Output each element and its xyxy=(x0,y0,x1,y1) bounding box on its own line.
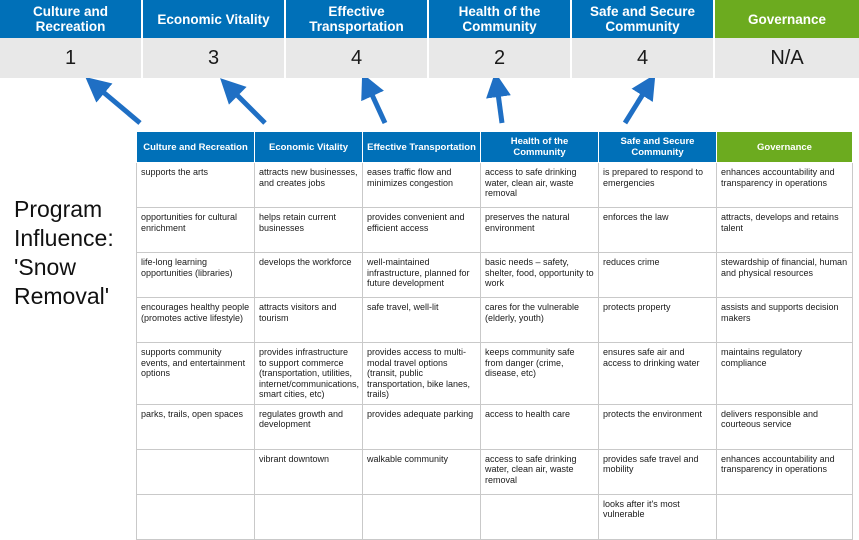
matrix-cell: reduces crime xyxy=(599,253,717,298)
table-row xyxy=(137,208,853,253)
matrix-cell: basic needs – safety, shelter, food, opportunity to work xyxy=(481,253,599,298)
matrix-cell: delivers responsible and courteous service xyxy=(717,404,853,449)
matrix-cell: enhances accountability and transparency in operations xyxy=(717,449,853,494)
matrix-cell: enhances accountability and transparency in operations xyxy=(717,163,853,208)
matrix-cell: ensures safe air and access to drinking water xyxy=(599,343,717,405)
matrix-cell: provides access to multi-modal travel options (transit, public transportation, bike lanes, trails) xyxy=(363,343,481,405)
matrix-cell: opportunities for cultural enrichment xyxy=(137,208,255,253)
matrix-cell: preserves the natural environment xyxy=(481,208,599,253)
matrix-header-row xyxy=(137,132,853,163)
matrix-body xyxy=(137,163,853,540)
matrix-cell xyxy=(363,494,481,539)
matrix-cell: develops the workforce xyxy=(255,253,363,298)
matrix-col-header-1: Economic Vitality xyxy=(255,132,363,163)
table-row xyxy=(137,298,853,343)
matrix-cell: regulates growth and development xyxy=(255,404,363,449)
pillar-header-0: Culture and Recreation xyxy=(0,0,143,38)
matrix-col-header-0: Culture and Recreation xyxy=(137,132,255,163)
arrow-effective-transportation xyxy=(368,86,385,123)
matrix-col-header-3: Health of the Community xyxy=(481,132,599,163)
matrix-cell: protects the environment xyxy=(599,404,717,449)
pillar-header-2: Effective Transportation xyxy=(286,0,429,38)
arrows-svg xyxy=(0,78,859,133)
matrix-cell: well-maintained infrastructure, planned for future development xyxy=(363,253,481,298)
table-row xyxy=(137,449,853,494)
matrix-col-header-4: Safe and Secure Community xyxy=(599,132,717,163)
influence-matrix-table xyxy=(136,131,853,540)
matrix-cell: is prepared to respond to emergencies xyxy=(599,163,717,208)
matrix-cell: attracts new businesses, and creates jobs xyxy=(255,163,363,208)
matrix-cell: encourages healthy people (promotes active lifestyle) xyxy=(137,298,255,343)
table-row xyxy=(137,494,853,539)
pillar-header-5: Governance xyxy=(715,0,859,38)
matrix-cell: assists and supports decision makers xyxy=(717,298,853,343)
influence-matrix xyxy=(136,131,852,540)
program-influence-caption: Program Influence: 'Snow Removal' xyxy=(14,196,114,309)
table-row xyxy=(137,253,853,298)
matrix-cell: access to safe drinking water, clean air, waste removal xyxy=(481,163,599,208)
table-row xyxy=(137,343,853,405)
pillar-score-1: 3 xyxy=(143,38,286,78)
matrix-cell: provides adequate parking xyxy=(363,404,481,449)
matrix-cell: looks after it's most vulnerable xyxy=(599,494,717,539)
matrix-cell: parks, trails, open spaces xyxy=(137,404,255,449)
matrix-cell: protects property xyxy=(599,298,717,343)
pillars-score-row xyxy=(0,38,859,78)
arrows-layer xyxy=(0,78,859,133)
arrow-economic-vitality xyxy=(230,88,265,123)
matrix-cell: stewardship of financial, human and physical resources xyxy=(717,253,853,298)
matrix-cell: vibrant downtown xyxy=(255,449,363,494)
matrix-cell: enforces the law xyxy=(599,208,717,253)
matrix-cell: walkable community xyxy=(363,449,481,494)
matrix-cell: safe travel, well-lit xyxy=(363,298,481,343)
matrix-cell xyxy=(481,494,599,539)
matrix-col-header-2: Effective Transportation xyxy=(363,132,481,163)
matrix-cell: eases traffic flow and minimizes congestion xyxy=(363,163,481,208)
matrix-cell xyxy=(255,494,363,539)
pillars-header-bar xyxy=(0,0,859,38)
matrix-cell xyxy=(137,494,255,539)
matrix-col-header-5: Governance xyxy=(717,132,853,163)
matrix-cell: helps retain current businesses xyxy=(255,208,363,253)
pillar-header-4: Safe and Secure Community xyxy=(572,0,715,38)
pillar-score-3: 2 xyxy=(429,38,572,78)
matrix-cell: attracts visitors and tourism xyxy=(255,298,363,343)
pillar-header-1: Economic Vitality xyxy=(143,0,286,38)
matrix-cell: maintains regulatory compliance xyxy=(717,343,853,405)
matrix-cell: keeps community safe from danger (crime, disease, etc) xyxy=(481,343,599,405)
matrix-cell: supports community events, and entertainment options xyxy=(137,343,255,405)
arrow-culture-recreation xyxy=(96,86,140,123)
matrix-cell: attracts, develops and retains talent xyxy=(717,208,853,253)
table-row xyxy=(137,404,853,449)
matrix-cell: access to safe drinking water, clean air, waste removal xyxy=(481,449,599,494)
table-row xyxy=(137,163,853,208)
matrix-cell: cares for the vulnerable (elderly, youth) xyxy=(481,298,599,343)
pillar-header-3: Health of the Community xyxy=(429,0,572,38)
pillar-score-5: N/A xyxy=(715,38,859,78)
arrow-safe-secure-community xyxy=(625,86,648,123)
matrix-cell: provides safe travel and mobility xyxy=(599,449,717,494)
matrix-cell: supports the arts xyxy=(137,163,255,208)
matrix-cell: access to health care xyxy=(481,404,599,449)
matrix-cell: life-long learning opportunities (libraries) xyxy=(137,253,255,298)
matrix-cell xyxy=(137,449,255,494)
matrix-cell xyxy=(717,494,853,539)
matrix-cell: provides convenient and efficient access xyxy=(363,208,481,253)
pillar-score-2: 4 xyxy=(286,38,429,78)
arrow-health-community xyxy=(497,86,502,123)
pillar-score-0: 1 xyxy=(0,38,143,78)
pillar-score-4: 4 xyxy=(572,38,715,78)
matrix-cell: provides infrastructure to support commerce (transportation, utilities, internet/communications, smart cities, etc) xyxy=(255,343,363,405)
